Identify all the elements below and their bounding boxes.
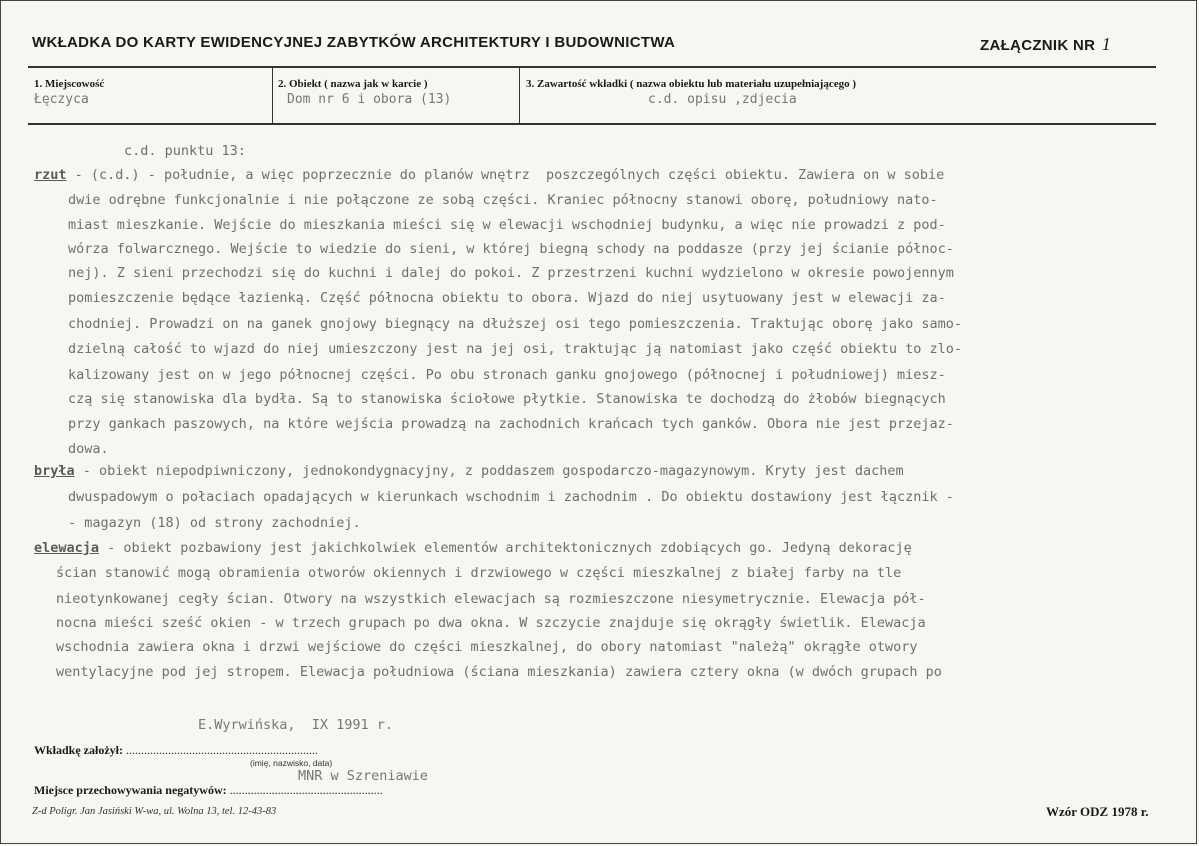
field-place-value: Łęczyca: [34, 92, 89, 107]
body-line-text: - obiekt niepodpiwniczony, jednokondygnacyjny, z poddaszem gospodarczo-magazynowym. Kryty jest dachem: [74, 463, 904, 479]
body-line: ścian stanowić mogą obramienia otworów okiennych i drzwiowego w części mieszkalnej z białej farby na tle: [56, 565, 902, 581]
body-line: - magazyn (18) od strony zachodniej.: [68, 515, 361, 531]
body-line: dwuspadowym o połaciach opadających w kierunkach wschodnim i zachodnim . Do obiektu dostawiony jest łącznik -: [68, 489, 954, 505]
body-line: nej). Z sieni przechodzi się do kuchni i dalej do pokoi. Z przestrzeni kuchni wydzielono w okresie powojennym: [68, 265, 954, 281]
template-label: Wzór ODZ 1978 r.: [1046, 804, 1149, 819]
body-line: kalizowany jest on w jego północnej części. Po obu stronach ganku gnojowego (północnej i południowej) miesz-: [68, 367, 946, 383]
body-line: dzielną całość to wjazd do niej umieszczony jest na jej osi, traktując ją natomiast jako część obiektu to zlo-: [68, 341, 963, 357]
body-line: [34, 536, 912, 561]
body-line: nocna mieści sześć okien - w trzech grupach po dwa okna. W szczycie znajduje się okrągły świetlik. Elewacja: [56, 615, 926, 631]
table-top-rule: [28, 66, 1156, 68]
body-line: [34, 459, 904, 484]
storage-value: MNR w Szreniawie: [298, 768, 429, 784]
signature-line: E.Wyrwińska, IX 1991 r.: [198, 717, 394, 733]
annex-label: [980, 34, 1111, 55]
field-object-value: Dom nr 6 i obora (13): [287, 92, 452, 107]
body-line: czą się stanowiska dla bydła. Są to stanowiska ściołowe płytkie. Stanowiska te dochodzą do żłobów biegnących: [68, 391, 946, 407]
body-line: wschodnia zawiera okna i drzwi wejściowe do części mieszkalnej, do obory natomiast "należą" okrągłe otwory: [56, 639, 918, 655]
field-content-value: c.d. opisu ,zdjecia: [648, 92, 797, 107]
author-label: [34, 743, 318, 758]
body-line: [34, 163, 944, 188]
author-note: (imię, nazwisko, data): [250, 758, 333, 768]
storage-label-text: Miejsce przechowywania negatywów:: [34, 783, 227, 797]
section-heading-elewacja: elewacja: [34, 540, 100, 556]
field-place-label: 1. Miejscowość: [34, 78, 105, 90]
body-line: pomieszczenie będące łazienką. Część północna obiektu to obora. Wjazd do niej usytuowany jest w elewacji za-: [68, 290, 946, 306]
storage-label: [34, 783, 383, 798]
column-divider-2: [519, 68, 520, 123]
column-divider-1: [272, 68, 273, 123]
table-bottom-rule: [28, 123, 1156, 125]
body-line: wentylacyjne pod jej stropem. Elewacja południowa (ściana mieszkania) zawiera cztery okna (w dwóch grupach po: [56, 664, 942, 680]
body-line: dwie odrębne funkcjonalnie i nie połączone ze sobą części. Kraniec północny stanowi oborę, południowy nato-: [68, 192, 938, 208]
printer-imprint: Z-d Poligr. Jan Jasiński W-wa, ul. Wolna 13, tel. 12-43-83: [32, 806, 277, 817]
annex-label-text: ZAŁĄCZNIK NR: [980, 37, 1096, 54]
field-content-label: 3. Zawartość wkładki ( nazwa obiektu lub materiału uzupełniającego ): [526, 78, 857, 90]
body-intro: c.d. punktu 13:: [124, 143, 246, 159]
section-heading-bryla: bryła: [34, 463, 75, 479]
body-line-text: - obiekt pozbawiony jest jakichkolwiek elementów architektonicznych zdobiących go. Jedyną dekorację: [99, 540, 912, 556]
body-line: nieotynkowanej cegły ścian. Otwory na wszystkich elewacjach są rozmieszczone niesymetrycznie. Elewacja pół-: [56, 591, 926, 607]
body-line: przy gankach paszowych, na które wejścia prowadzą na zachodnich krańcach tych ganków. Obora nie jest przejaz-: [68, 416, 954, 432]
author-label-text: Wkładkę założył:: [34, 743, 123, 757]
field-object-label: 2. Obiekt ( nazwa jak w karcie ): [278, 78, 428, 90]
body-line: wórza folwarcznego. Wejście to wiedzie do sieni, w której biegną schody na poddasze (przy jej ścianie północ-: [68, 241, 954, 257]
form-title: WKŁADKA DO KARTY EWIDENCYJNEJ ZABYTKÓW ARCHITEKTURY I BUDOWNICTWA: [32, 34, 676, 51]
storage-dots: ...................................................: [226, 783, 383, 797]
body-line-text: - (c.d.) - południe, a więc poprzecznie do planów wnętrz poszczególnych części obiektu. Zawiera on w sobie: [66, 167, 945, 183]
body-line: dowa.: [68, 441, 109, 457]
body-line: chodniej. Prowadzi on na ganek gnojowy biegnący na dłuższej osi tego pomieszczenia. Traktując oborę jako samo-: [68, 316, 963, 332]
section-heading-rzut: rzut: [34, 167, 67, 183]
author-dots: ................................................................: [123, 743, 318, 757]
annex-number: 1: [1101, 34, 1112, 54]
body-line: miast mieszkanie. Wejście do mieszkania mieści się w elewacji wschodniej budynku, a więc nie prowadzi z pod-: [68, 217, 946, 233]
